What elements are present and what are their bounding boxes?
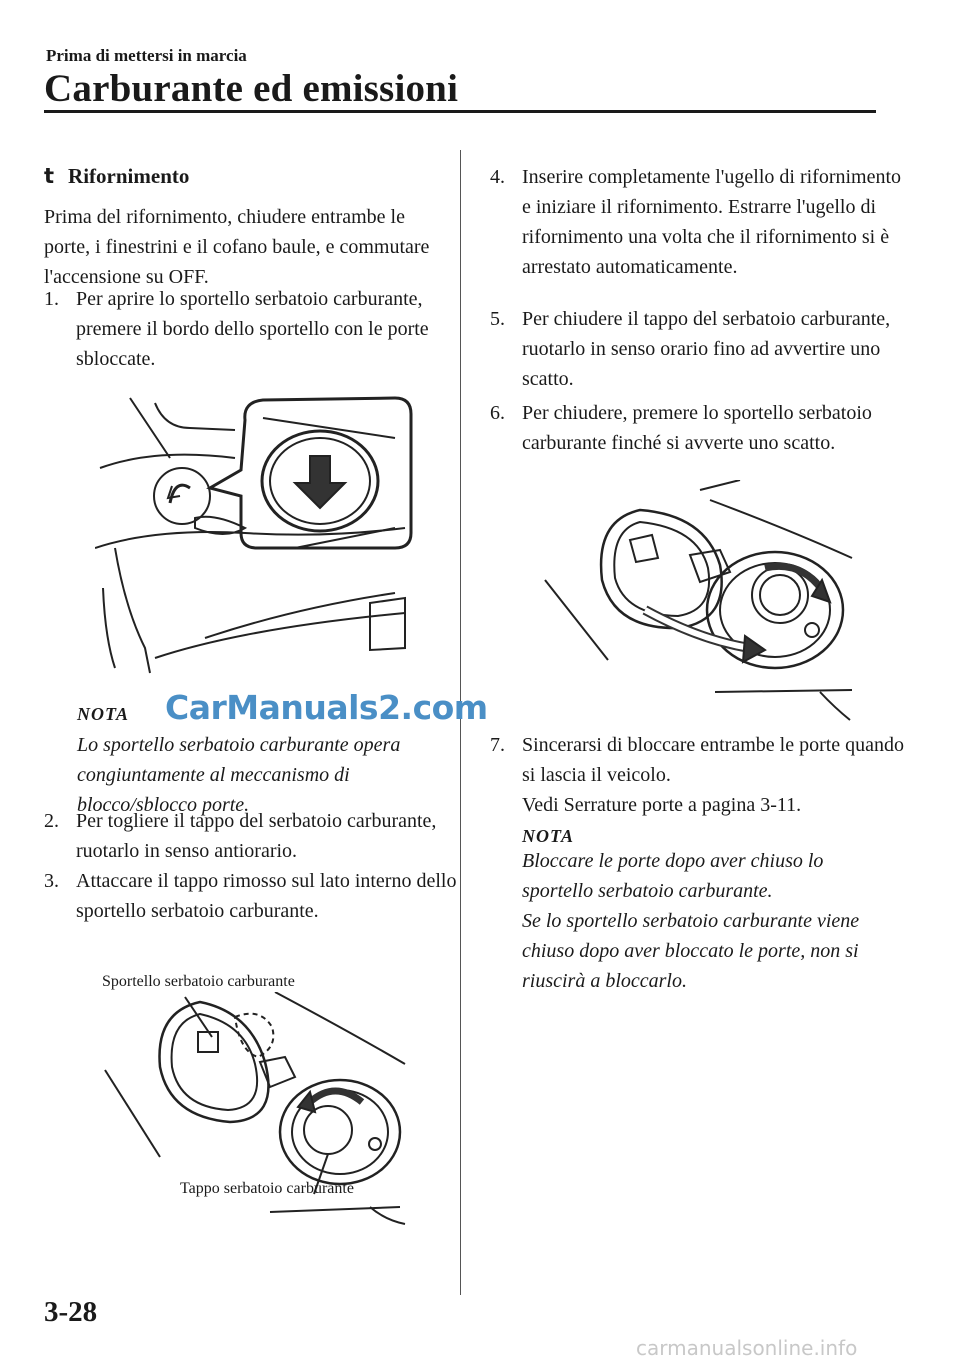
note-heading: NOTA (522, 826, 575, 846)
figure-fuel-door-open (95, 388, 415, 688)
label-fuel-cap: Tappo serbatoio carburante (180, 1180, 354, 1197)
intro-paragraph: Prima del rifornimento, chiudere entrambe le porte, i finestrini e il cofano baule, e commutare l'accensione su OFF. (44, 206, 430, 288)
page-number: 3-28 (44, 1296, 98, 1328)
step-text: Sincerarsi di bloccare entrambe le porte quando si lascia il veicolo. (522, 734, 905, 786)
section-label: Prima di mettersi in marcia (46, 46, 247, 65)
bullet-icon: t (44, 164, 55, 188)
step-text: Per chiudere, premere lo sportello serbatoio carburante finché si avverte uno scatto. (522, 402, 872, 454)
label-fuel-door: Sportello serbatoio carburante (102, 973, 295, 990)
cross-reference: Vedi Serrature porte a pagina 3-11. (522, 794, 802, 816)
step-text: Per aprire lo sportello serbatoio carburante, premere il bordo dello sportello con le porte sbloccate. (76, 288, 429, 370)
step-text: Attaccare il tappo rimosso sul lato interno dello sportello serbatoio carburante. (76, 870, 457, 922)
step-text: Per chiudere il tappo del serbatoio carburante, ruotarlo in senso orario fino ad avvertire uno scatto. (522, 308, 891, 390)
step-2 (44, 806, 476, 866)
step-number: 1. (44, 288, 59, 310)
footer-watermark: carmanualsonline.info (636, 1336, 858, 1360)
step-4 (490, 162, 912, 282)
step-number: 4. (490, 166, 505, 188)
step-number: 7. (490, 734, 505, 756)
note-text-2: Se lo sportello serbatoio carburante viene chiuso dopo aver bloccato le porte, non si riuscirà a bloccarlo. (522, 910, 860, 992)
step-number: 6. (490, 402, 505, 424)
step-number: 5. (490, 308, 505, 330)
fuel-door-illustration (95, 388, 415, 688)
step-6 (490, 398, 912, 458)
header-rule (44, 110, 876, 113)
step-number: 2. (44, 810, 59, 832)
step-text: Per togliere il tappo del serbatoio carburante, ruotarlo in senso antiorario. (76, 810, 437, 862)
closing-cap-illustration (540, 480, 860, 725)
subsection-heading (44, 164, 189, 189)
step-3 (44, 866, 476, 926)
note-text: Lo sportello serbatoio carburante opera congiuntamente al meccanismo di blocco/sblocco porte. (77, 734, 401, 816)
note-heading: NOTA (77, 704, 130, 724)
step-1 (44, 284, 476, 374)
subsection-title: Rifornimento (68, 164, 190, 188)
watermark-logo: CarManuals2.com (165, 688, 488, 727)
step-7 (490, 730, 912, 790)
page-title: Carburante ed emissioni (44, 67, 459, 110)
step-number: 3. (44, 870, 59, 892)
step-5 (490, 304, 912, 394)
step-text: Inserire completamente l'ugello di rifornimento e iniziare il rifornimento. Estrarre l'ugello di rifornimento una volta che il rifornimento si è arrestato automaticamente. (522, 166, 902, 278)
figure-closing-cap (540, 480, 860, 725)
note-text-1: Bloccare le porte dopo aver chiuso lo sportello serbatoio carburante. (522, 850, 824, 902)
